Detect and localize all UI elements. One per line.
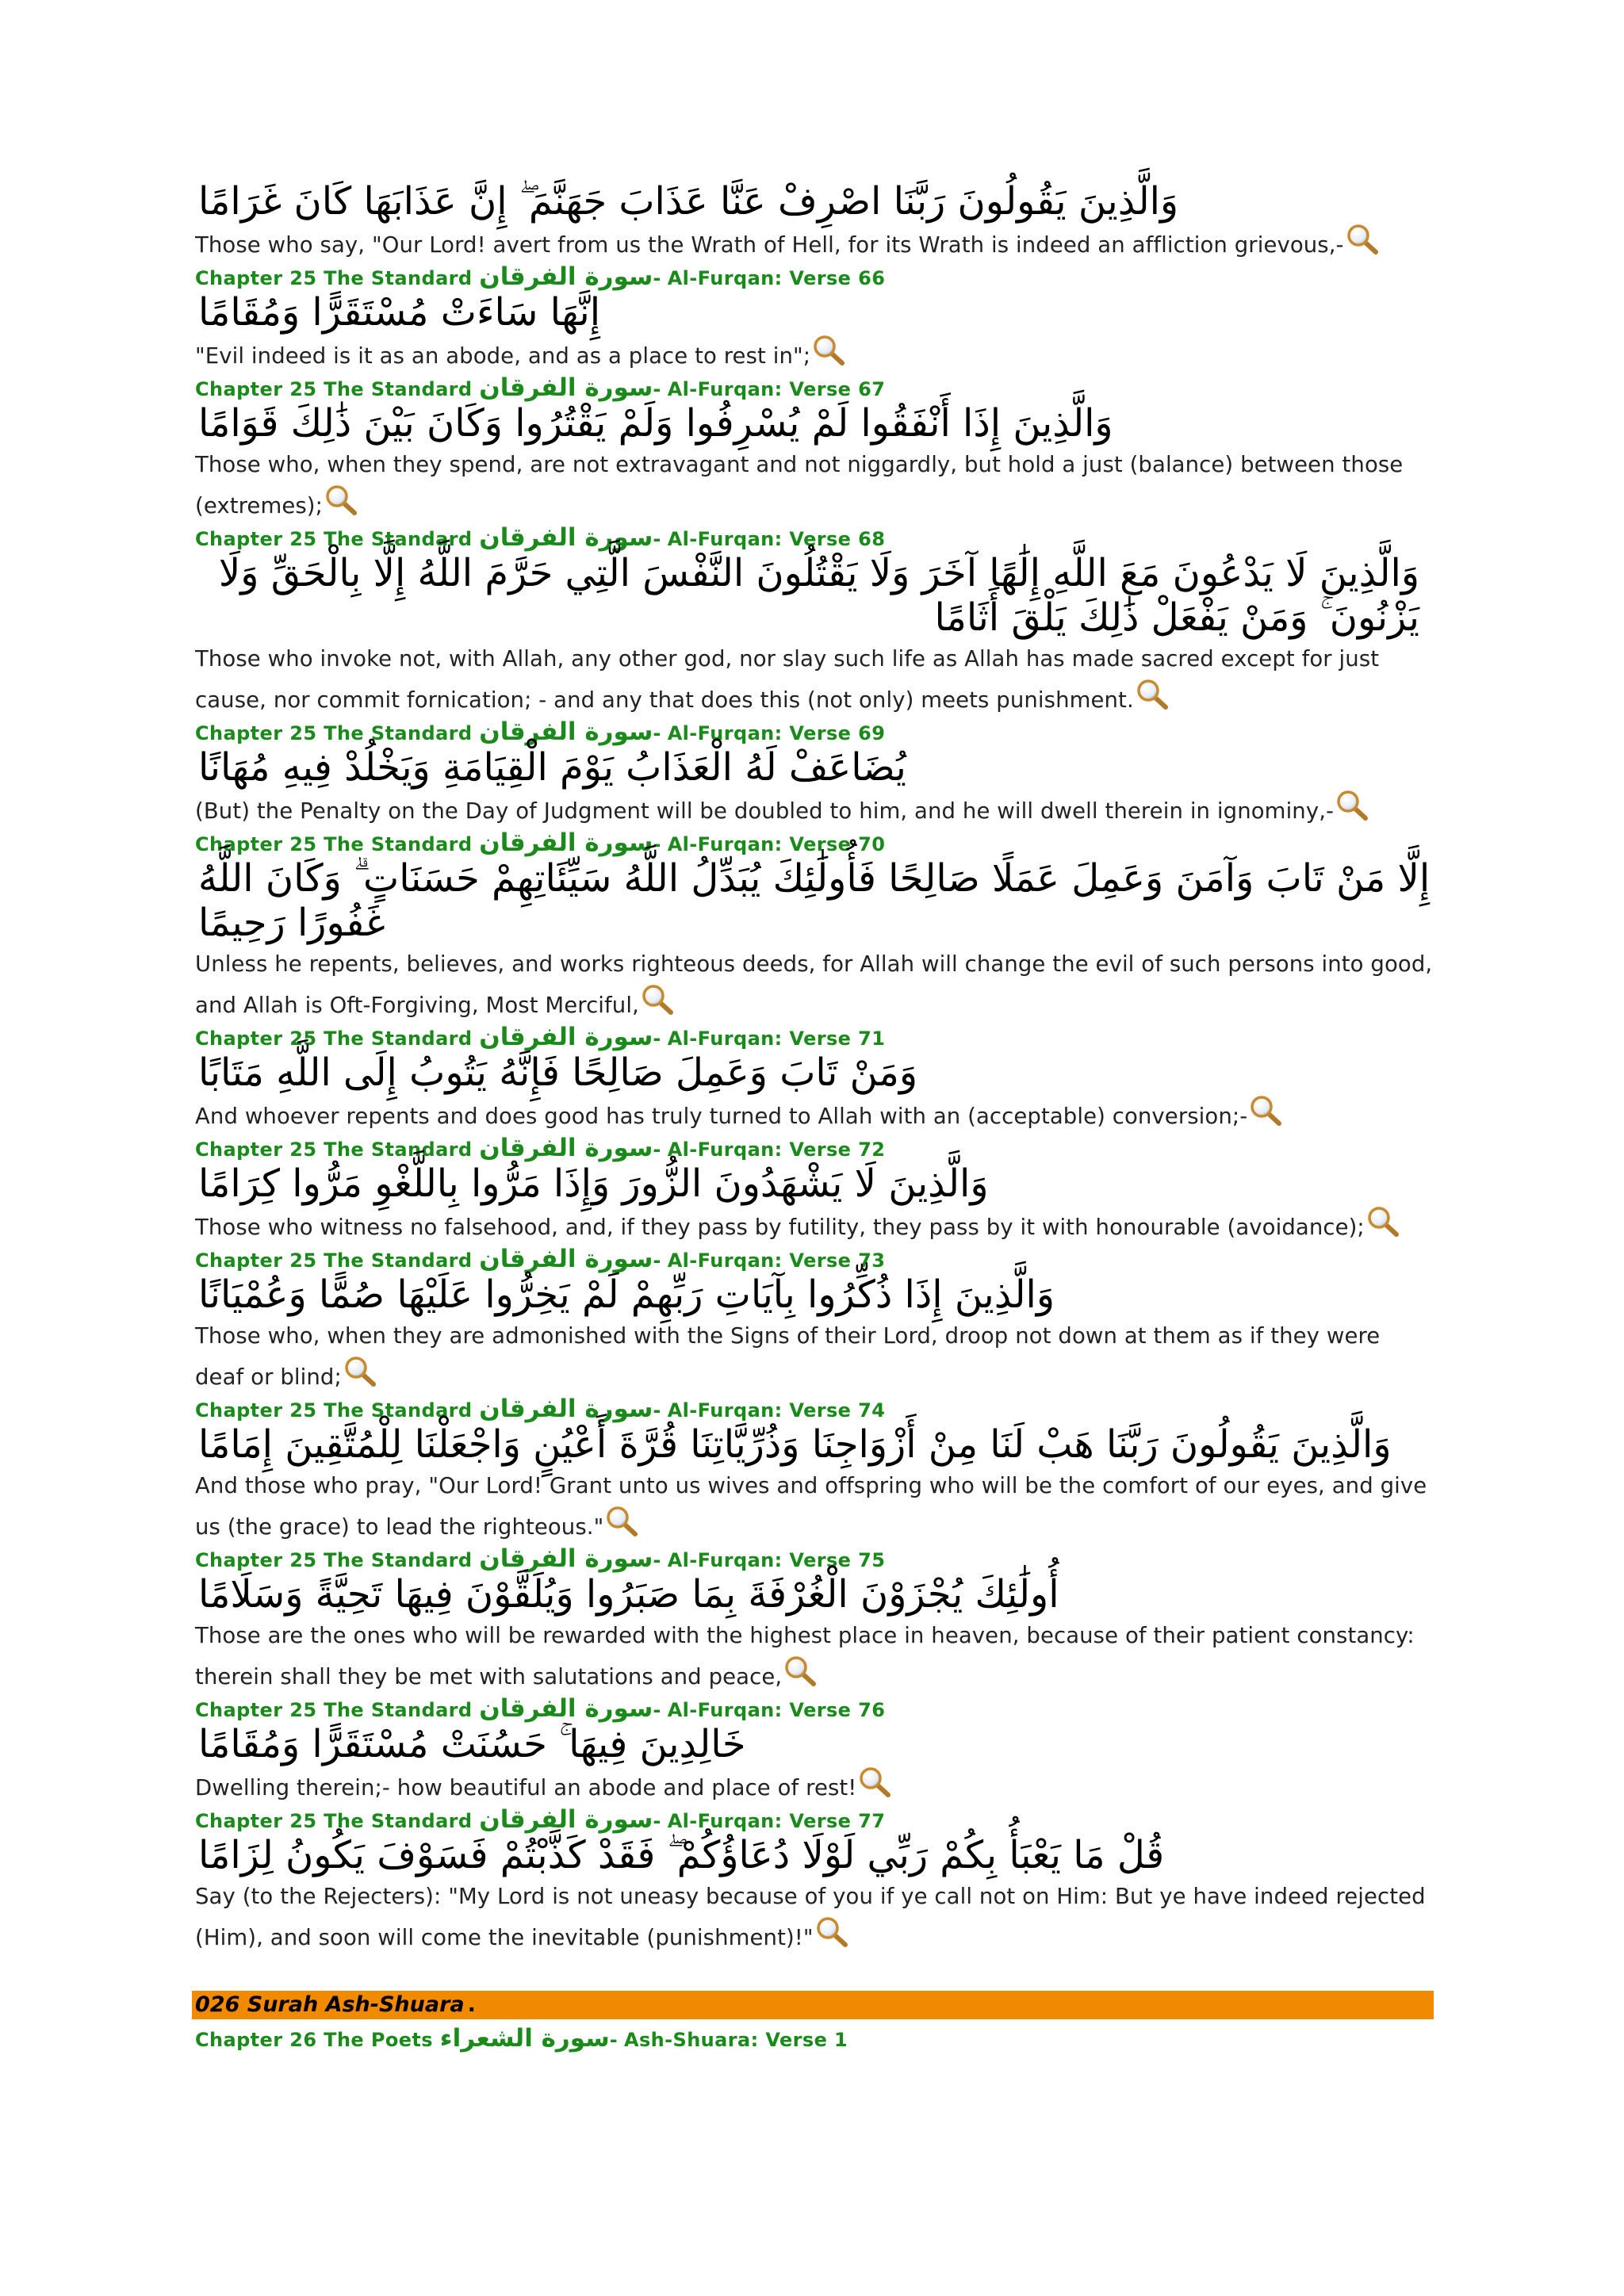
translation-text: Those are the ones who will be rewarded with the highest place in heaven, because of their patient constancy: therein shall they be met with salutations and peace, — [195, 1623, 1415, 1689]
arabic-verse-text: إِلَّا مَنْ تَابَ وَآمَنَ وَعَمِلَ عَمَلًا صَالِحًا فَأُولَٰئِكَ يُبَدِّلُ اللَّهُ سَيِّئَاتِهِمْ حَسَنَاتٍ ۗ وَكَانَ اللَّهُ غَفُورًا رَحِيمًا — [198, 856, 1431, 945]
reference-arabic-name: سورة الفرقان — [479, 718, 653, 746]
translation-text: Those who invoke not, with Allah, any other god, nor slay such life as Allah has made sacred except for just cause, nor commit fornication; - and any that does this (not only) meets punishment. — [195, 646, 1380, 713]
reference-chapter: Chapter 25 The Standard — [195, 1249, 473, 1272]
magnifier-icon[interactable] — [815, 1916, 848, 1948]
verse-reference[interactable] — [195, 720, 1434, 745]
verse-translation — [195, 1617, 1434, 1697]
reference-verse: - Al-Furqan: Verse 66 — [653, 267, 886, 289]
magnifier-icon[interactable] — [858, 1766, 891, 1798]
arabic-verse-text: وَمَنْ تَابَ وَعَمِلَ صَالِحًا فَإِنَّهُ يَتُوبُ إِلَى اللَّهِ مَتَابًا — [198, 1050, 918, 1095]
verse-translation — [195, 335, 1434, 376]
reference-verse: - Al-Furqan: Verse 69 — [653, 722, 886, 744]
verse-translation — [195, 1766, 1434, 1808]
verse-reference[interactable] — [195, 373, 1434, 402]
verse-block — [195, 1136, 1434, 1247]
translation-text: Those who, when they spend, are not extravagant and not niggardly, but hold a just (balance) between those (extremes); — [195, 452, 1404, 519]
magnifier-icon[interactable] — [812, 335, 845, 366]
verse-reference[interactable] — [195, 1247, 1434, 1272]
verse-reference[interactable] — [195, 828, 1434, 857]
magnifier-icon[interactable] — [343, 1356, 377, 1387]
arabic-verse-text: وَالَّذِينَ يَقُولُونَ رَبَّنَا اصْرِفْ عَنَّا عَذَابَ جَهَنَّمَ ۖ إِنَّ عَذَابَهَا كَانَ غَرَامًا — [198, 179, 1179, 224]
reference-chapter: Chapter 25 The Standard — [195, 1810, 473, 1832]
reference-verse: - Al-Furqan: Verse 70 — [653, 833, 886, 855]
verse-reference[interactable] — [195, 1694, 1434, 1723]
translation-text: "Evil indeed is it as an abode, and as a place to rest in"; — [195, 343, 811, 369]
magnifier-icon[interactable] — [324, 484, 358, 516]
verse-translation — [195, 945, 1434, 1025]
reference-chapter: Chapter 25 The Standard — [195, 833, 473, 855]
reference-verse: - Ash-Shuara: Verse 1 — [609, 2029, 848, 2051]
verse-translation — [195, 640, 1434, 720]
reference-chapter: Chapter 25 The Standard — [195, 722, 473, 744]
reference-chapter: Chapter 25 The Standard — [195, 1699, 473, 1721]
verse-block — [195, 179, 1434, 265]
next-verse-reference[interactable] — [195, 2026, 848, 2052]
verse-reference[interactable] — [195, 262, 1434, 291]
reference-arabic-name: سورة الفرقان — [479, 828, 653, 857]
reference-arabic-name: سورة الفرقان — [479, 1023, 653, 1051]
verse-block — [195, 262, 1434, 376]
magnifier-icon[interactable] — [783, 1655, 817, 1687]
translation-text: (But) the Penalty on the Day of Judgment will be doubled to him, and he will dwell therein in ignominy,- — [195, 798, 1335, 824]
verse-translation — [195, 1467, 1434, 1547]
verse-reference[interactable] — [195, 1136, 1434, 1161]
verse-reference[interactable] — [195, 1025, 1434, 1050]
verse-translation — [195, 446, 1434, 526]
arabic-verse-text: يُضَاعَفْ لَهُ الْعَذَابُ يَوْمَ الْقِيَامَةِ وَيَخْلُدْ فِيهِ مُهَانًا — [198, 745, 906, 790]
reference-arabic-name: سورة الفرقان — [479, 1134, 653, 1162]
reference-verse: - Al-Furqan: Verse 68 — [653, 528, 886, 550]
reference-arabic-name: سورة الفرقان — [479, 1805, 653, 1834]
arabic-verse-text: وَالَّذِينَ يَقُولُونَ رَبَّنَا هَبْ لَنَا مِنْ أَزْوَاجِنَا وَذُرِّيَّاتِنَا قُرَّةَ أَعْيُنٍ وَاجْعَلْنَا لِلْمُتَّقِينَ إِمَامًا — [198, 1422, 1392, 1467]
reference-verse: - Al-Furqan: Verse 72 — [653, 1138, 886, 1161]
arabic-verse-text: أُولَٰئِكَ يُجْزَوْنَ الْغُرْفَةَ بِمَا صَبَرُوا وَيُلَقَّوْنَ فِيهَا تَحِيَّةً وَسَلَامًا — [198, 1572, 1059, 1617]
reference-chapter: Chapter 25 The Standard — [195, 1138, 473, 1161]
verse-reference[interactable] — [195, 1544, 1434, 1573]
translation-text: Those who witness no falsehood, and, if they pass by futility, they pass by it with honourable (avoidance); — [195, 1215, 1365, 1240]
reference-chapter: Chapter 25 The Standard — [195, 1399, 473, 1422]
arabic-verse-text: وَالَّذِينَ إِذَا ذُكِّرُوا بِآيَاتِ رَبِّهِمْ لَمْ يَخِرُّوا عَلَيْهَا صُمًّا وَعُمْيَانًا — [198, 1272, 1055, 1317]
verse-block — [195, 1694, 1434, 1808]
reference-verse: - Al-Furqan: Verse 71 — [653, 1027, 886, 1050]
verse-translation — [195, 1206, 1434, 1247]
translation-text: And whoever repents and does good has truly turned to Allah with an (acceptable) conversion;- — [195, 1104, 1248, 1129]
verse-reference[interactable] — [195, 523, 1434, 552]
verse-translation — [195, 1095, 1434, 1136]
translation-text: Say (to the Rejecters): "My Lord is not uneasy because of you if ye call not on Him: But ye have indeed rejected (Him), and soon will come the inevitable (punishment)!" — [195, 1884, 1426, 1950]
verse-block — [195, 1397, 1434, 1547]
reference-arabic-name: سورة الفرقان — [479, 523, 653, 552]
arabic-verse-text: خَالِدِينَ فِيهَا ۚ حَسُنَتْ مُسْتَقَرًّا وَمُقَامًا — [198, 1722, 746, 1766]
translation-text: Dwelling therein;- how beautiful an abode and place of rest! — [195, 1775, 857, 1800]
reference-arabic-name: سورة الفرقان — [479, 1245, 653, 1273]
reference-verse: - Al-Furqan: Verse 74 — [653, 1399, 886, 1422]
verse-translation — [195, 790, 1434, 831]
reference-chapter: Chapter 25 The Standard — [195, 528, 473, 550]
reference-arabic-name: سورة الفرقان — [479, 373, 653, 402]
reference-verse: - Al-Furqan: Verse 67 — [653, 378, 886, 400]
arabic-verse-text: وَالَّذِينَ لَا يَدْعُونَ مَعَ اللَّهِ إِلَٰهًا آخَرَ وَلَا يَقْتُلُونَ النَّفْسَ الَّتِي حَرَّمَ اللَّهُ إِلَّا بِالْحَقِّ وَلَا يَزْنُونَ ۚ وَمَنْ يَفْعَلْ ذَٰلِكَ يَلْقَ أَثَامًا — [218, 551, 1419, 640]
magnifier-icon[interactable] — [1366, 1206, 1400, 1238]
verse-block — [195, 828, 1434, 1025]
verse-reference[interactable] — [195, 1805, 1434, 1834]
magnifier-icon[interactable] — [641, 984, 674, 1016]
reference-chapter: Chapter 25 The Standard — [195, 1549, 473, 1571]
reference-verse: - Al-Furqan: Verse 76 — [653, 1699, 886, 1721]
verse-translation — [195, 1877, 1434, 1957]
reference-verse: - Al-Furqan: Verse 73 — [653, 1249, 886, 1272]
arabic-verse-text: وَالَّذِينَ إِذَا أَنْفَقُوا لَمْ يُسْرِفُوا وَلَمْ يَقْتُرُوا وَكَانَ بَيْنَ ذَٰلِكَ قَوَامًا — [198, 401, 1113, 446]
surah-header-dot: . — [467, 1992, 476, 2017]
surah-header-bar — [192, 1991, 1434, 2019]
verse-block — [195, 1247, 1434, 1397]
verse-block — [195, 1805, 1434, 1957]
reference-verse: - Al-Furqan: Verse 77 — [653, 1810, 886, 1832]
arabic-verse-text: وَالَّذِينَ لَا يَشْهَدُونَ الزُّورَ وَإِذَا مَرُّوا بِاللَّغْوِ مَرُّوا كِرَامًا — [198, 1161, 989, 1206]
magnifier-icon[interactable] — [1136, 679, 1169, 710]
translation-text: Unless he repents, believes, and works righteous deeds, for Allah will change the evil of such persons into good, and Allah is Oft-Forgiving, Most Merciful, — [195, 951, 1433, 1018]
arabic-verse-text: إِنَّهَا سَاءَتْ مُسْتَقَرًّا وَمُقَامًا — [198, 290, 601, 335]
reference-arabic-name: سورة الشعراء — [439, 2024, 610, 2053]
reference-arabic-name: سورة الفرقان — [479, 1694, 653, 1723]
magnifier-icon[interactable] — [605, 1506, 638, 1537]
verse-block — [195, 523, 1434, 720]
translation-text: Those who, when they are admonished with the Signs of their Lord, droop not down at them as if they were deaf or blind; — [195, 1323, 1381, 1390]
reference-arabic-name: سورة الفرقان — [479, 1395, 653, 1423]
translation-text: Those who say, "Our Lord! avert from us the Wrath of Hell, for its Wrath is indeed an affliction grievous,- — [195, 232, 1344, 258]
magnifier-icon[interactable] — [1335, 790, 1369, 821]
magnifier-icon[interactable] — [1346, 224, 1379, 255]
reference-chapter: Chapter 25 The Standard — [195, 1027, 473, 1050]
verse-block — [195, 373, 1434, 526]
surah-header-title: 026 Surah Ash-Shuara — [195, 1992, 465, 2017]
reference-chapter: Chapter 25 The Standard — [195, 378, 473, 400]
verse-block — [195, 1025, 1434, 1136]
arabic-verse-text: قُلْ مَا يَعْبَأُ بِكُمْ رَبِّي لَوْلَا دُعَاؤُكُمْ ۖ فَقَدْ كَذَّبْتُمْ فَسَوْفَ يَكُونُ لِزَامًا — [198, 1833, 1165, 1877]
reference-arabic-name: سورة الفرقان — [479, 262, 653, 291]
translation-text: And those who pray, "Our Lord! Grant unto us wives and offspring who will be the comfort of our eyes, and give us (the grace) to lead the righteous." — [195, 1473, 1427, 1540]
verses-list — [195, 179, 1434, 1957]
verse-translation — [195, 1317, 1434, 1397]
verse-block — [195, 720, 1434, 831]
reference-chapter: Chapter 25 The Standard — [195, 267, 473, 289]
verse-block — [195, 1544, 1434, 1697]
magnifier-icon[interactable] — [1249, 1095, 1282, 1127]
reference-arabic-name: سورة الفرقان — [479, 1544, 653, 1573]
verse-reference[interactable] — [195, 1397, 1434, 1422]
reference-verse: - Al-Furqan: Verse 75 — [653, 1549, 886, 1571]
reference-chapter: Chapter 26 The Poets — [195, 2029, 433, 2051]
verse-translation — [195, 224, 1434, 265]
